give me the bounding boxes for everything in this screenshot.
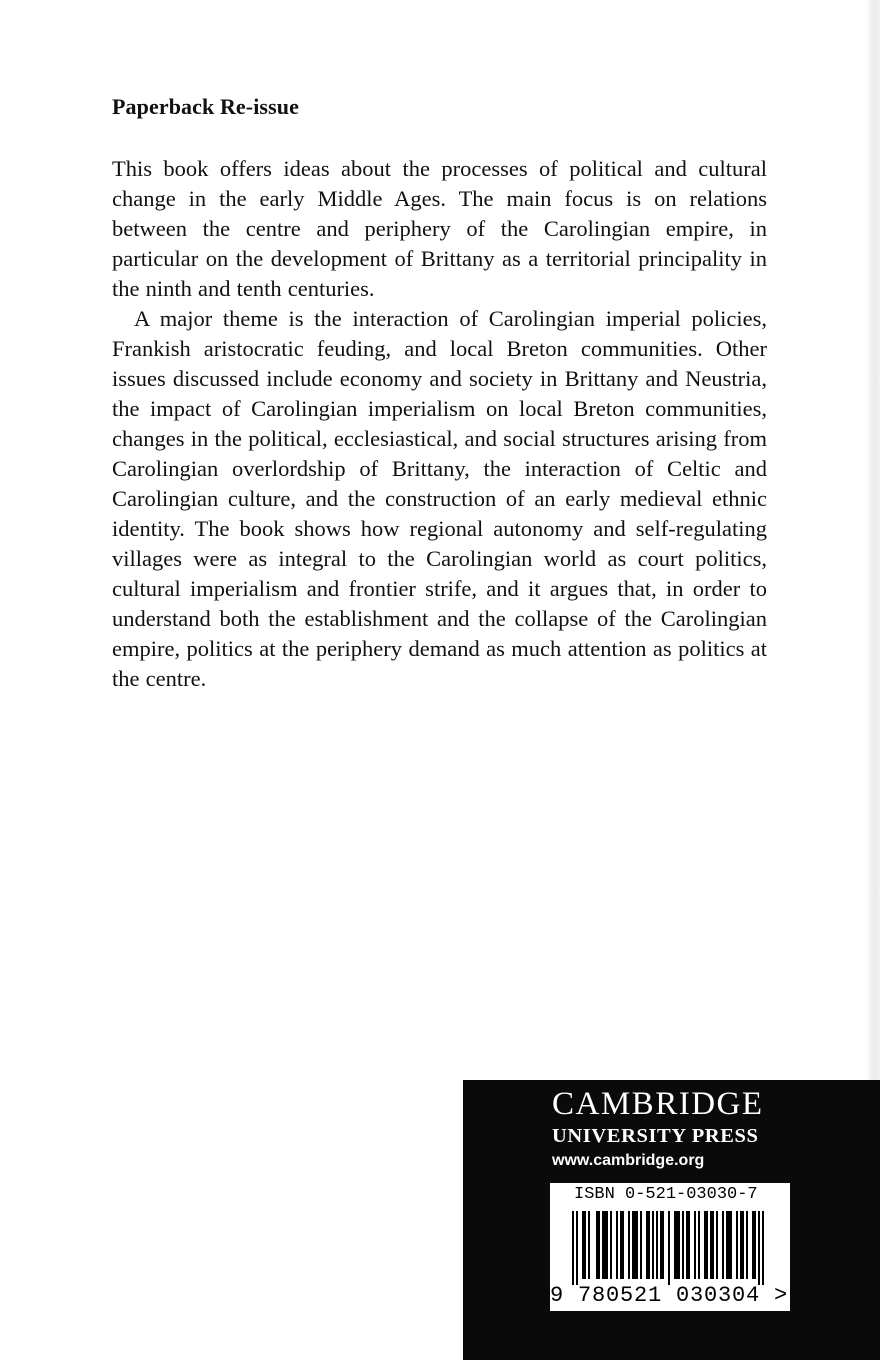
barcode-bar <box>576 1211 578 1285</box>
description-paragraph-1: This book offers ideas about the processes of political and cultural change in the early Middle Ages. The main focus is on relations between the centre and periphery of the Carolingian empire, in particular on the development of Brittany as a territorial principality in the ninth and tenth centuries. <box>112 156 767 301</box>
barcode-bar <box>754 1211 756 1279</box>
barcode-bar <box>582 1211 584 1279</box>
barcode-bar <box>674 1211 676 1279</box>
barcode-bar <box>740 1211 742 1279</box>
barcode-bar <box>662 1211 664 1279</box>
barcode-bar <box>656 1211 658 1279</box>
barcode-bar <box>704 1211 706 1279</box>
barcode-label <box>550 1183 790 1311</box>
barcode-bar <box>622 1211 624 1279</box>
barcode-bar <box>698 1211 700 1279</box>
barcode-bar <box>646 1211 648 1279</box>
barcode-bar <box>682 1211 684 1279</box>
barcode-bar <box>710 1211 712 1279</box>
barcode-bar <box>676 1211 678 1279</box>
barcode-bar <box>616 1211 618 1279</box>
barcode-bar <box>688 1211 690 1279</box>
edition-heading: Paperback Re-issue <box>112 94 299 119</box>
publisher-url[interactable]: www.cambridge.org <box>552 1152 705 1169</box>
barcode-bar <box>660 1211 662 1279</box>
barcode-bar <box>652 1211 654 1279</box>
barcode-bar <box>572 1211 574 1285</box>
barcode-bar <box>610 1211 612 1279</box>
barcode-bar <box>584 1211 586 1279</box>
barcode-bar <box>620 1211 622 1279</box>
barcode-bar <box>736 1211 738 1279</box>
barcode-bar <box>632 1211 634 1279</box>
barcode-bar <box>648 1211 650 1279</box>
barcode-bar <box>706 1211 708 1279</box>
barcode-bar <box>758 1211 760 1285</box>
barcode-bar <box>604 1211 606 1279</box>
barcode-bar <box>606 1211 608 1279</box>
barcode-bar <box>746 1211 748 1279</box>
barcode-bar <box>668 1211 670 1285</box>
barcode-bar <box>686 1211 688 1279</box>
barcode-bar <box>752 1211 754 1279</box>
publisher-block <box>463 1080 880 1360</box>
barcode-bar <box>742 1211 744 1279</box>
barcode-bar <box>728 1211 730 1279</box>
barcode-bar <box>596 1211 598 1279</box>
barcode-bar <box>602 1211 604 1279</box>
barcode-bar <box>598 1211 600 1279</box>
barcode-bar <box>628 1211 630 1279</box>
barcode-bar <box>712 1211 714 1279</box>
isbn-number: ISBN 0-521-03030-7 <box>574 1185 758 1204</box>
barcode-bar <box>640 1211 642 1279</box>
barcode-bar <box>636 1211 638 1279</box>
barcode-bar <box>716 1211 718 1279</box>
barcode-bar <box>588 1211 590 1279</box>
barcode-bar <box>678 1211 680 1279</box>
barcode-bar <box>726 1211 728 1279</box>
barcode-bar <box>634 1211 636 1279</box>
barcode-bar <box>730 1211 732 1279</box>
publisher-name: CAMBRIDGE <box>552 1086 764 1122</box>
description-paragraph-2: A major theme is the interaction of Carolingian imperial policies, Frankish aristocratic feuding, and local Breton communities. Other issues discussed include economy and society in Brittany and Neustria, the impact of Carolingian imperialism on local Breton communities, changes in the political, ecclesiastical, and social structures arising from Carolingian overlordship of Brittany, the interaction of Celtic and Carolingian culture, and the construction of an early medieval ethnic identity. The book shows how regional autonomy and self-regulating villages were as integral to the Carolingian world as court politics, cultural imperialism and frontier strife, and it argues that, in order to understand both the establishment and the collapse of the Carolingian empire, politics at the periphery demand as much attention as politics at the centre. <box>112 306 767 691</box>
book-description <box>112 154 767 694</box>
barcode-bar <box>762 1211 764 1285</box>
barcode-bar <box>694 1211 696 1279</box>
ean-digits: 9 780521 030304 > <box>550 1283 789 1308</box>
barcode-bar <box>722 1211 724 1279</box>
publisher-subtitle: UNIVERSITY PRESS <box>552 1125 759 1147</box>
